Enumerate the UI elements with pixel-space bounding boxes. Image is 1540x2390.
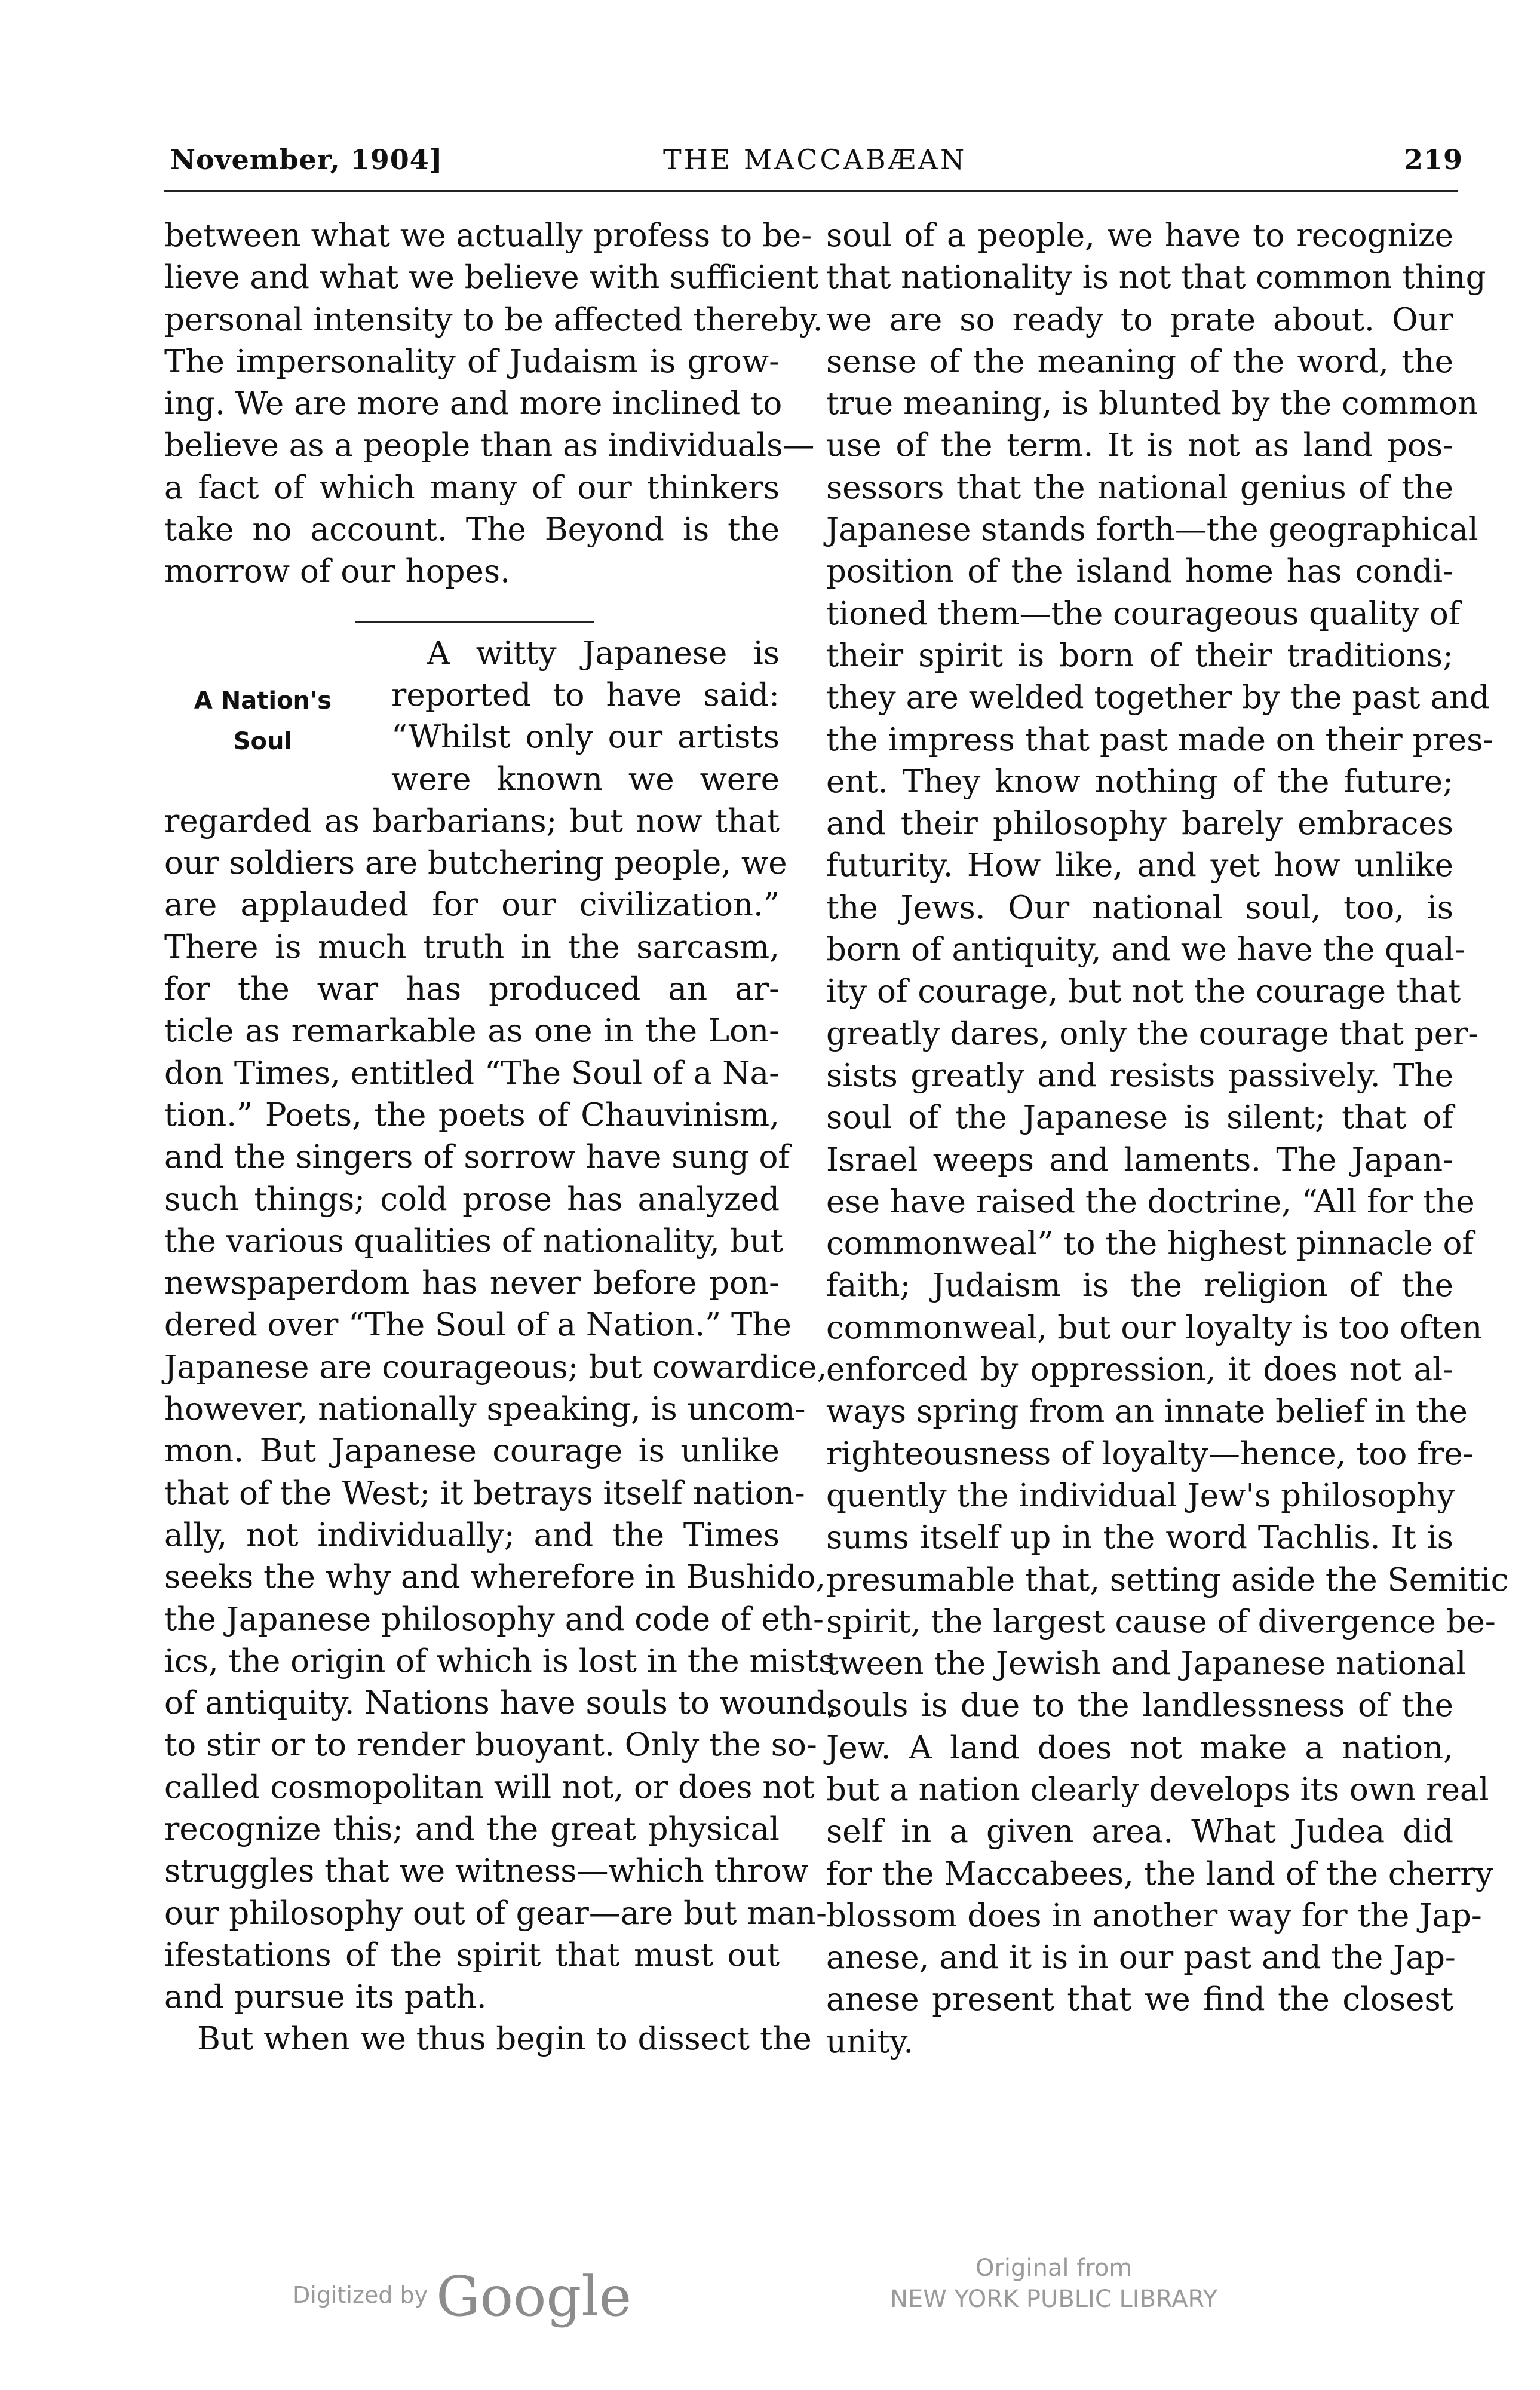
- text-line: such things; cold prose has analyzed: [164, 1181, 780, 1218]
- text-line: reported to have said:: [391, 676, 780, 713]
- text-line: tion.” Poets, the poets of Chauvinism,: [164, 1096, 780, 1133]
- text-line: the impress that past made on their pres-: [826, 721, 1494, 758]
- text-line: morrow of our hopes.: [164, 553, 510, 590]
- text-line: lieve and what we believe with sufficient: [164, 259, 819, 296]
- header-date: November, 1904]: [170, 143, 443, 176]
- section-divider: [355, 621, 594, 623]
- text-line: born of antiquity, and we have the qual-: [826, 932, 1465, 969]
- digitized-watermark: [293, 2265, 631, 2328]
- text-line: A witty Japanese is: [427, 635, 780, 672]
- text-line: tween the Jewish and Japanese national: [826, 1646, 1467, 1683]
- text-line: take no account. The Beyond is the: [164, 511, 780, 549]
- text-line: are applauded for our civilization.”: [164, 887, 780, 924]
- text-line: and their philosophy barely embraces: [826, 805, 1453, 842]
- text-line: ing. We are more and more inclined to: [164, 385, 783, 422]
- text-line: enforced by oppression, it does not al-: [826, 1352, 1453, 1389]
- text-line: however, nationally speaking, is uncom-: [164, 1391, 806, 1428]
- text-line: don Times, entitled “The Soul of a Na-: [164, 1055, 780, 1092]
- text-line: were known we were: [391, 761, 780, 798]
- paragraph-dissect: [164, 2018, 812, 2060]
- text-line: and the singers of sorrow have sung of: [164, 1139, 790, 1176]
- text-line: sums itself up in the word Tachlis. It is: [826, 1519, 1453, 1556]
- sidenote-line: Soul: [233, 727, 293, 755]
- text-line: Israel weeps and laments. The Japan-: [826, 1141, 1453, 1178]
- text-line: The impersonality of Judaism is grow-: [164, 343, 780, 380]
- section-nations-soul: [164, 633, 780, 801]
- library-name: NEW YORK PUBLIC LIBRARY: [890, 2285, 1218, 2313]
- right-column: [826, 215, 1509, 2063]
- text-line: they are welded together by the past and: [826, 679, 1490, 716]
- text-line: that of the West; it betrays itself nation-: [164, 1475, 805, 1512]
- text-line: mon. But Japanese courage is unlike: [164, 1433, 780, 1470]
- text-line: righteousness of loyalty—hence, too fre-: [826, 1435, 1474, 1472]
- text-line: tioned them—the courageous quality of: [826, 595, 1461, 632]
- text-line: that nationality is not that common thing: [826, 259, 1486, 296]
- text-line: futurity. How like, and yet how unlike: [826, 847, 1453, 884]
- text-line: But when we thus begin to dissect the: [197, 2021, 812, 2058]
- text-line: for the Maccabees, the land of the cherry: [826, 1855, 1493, 1892]
- text-line: ally, not individually; and the Times: [164, 1516, 780, 1554]
- text-line: the Jews. Our national soul, too, is: [826, 889, 1453, 926]
- text-line: the Japanese philosophy and code of eth-: [164, 1601, 824, 1638]
- text-line: sists greatly and resists passively. The: [826, 1057, 1453, 1094]
- text-line: their spirit is born of their traditions;: [826, 637, 1453, 674]
- sidenote-line: A Nation's: [194, 687, 332, 715]
- text-line: anese present that we find the closest: [826, 1981, 1453, 2018]
- text-line: for the war has produced an ar-: [164, 971, 780, 1008]
- text-line: There is much truth in the sarcasm,: [164, 929, 780, 966]
- text-line: ent. They know nothing of the future;: [826, 763, 1453, 800]
- text-line: unity.: [826, 2023, 914, 2060]
- text-line: between what we actually profess to be-: [164, 217, 812, 254]
- text-line: commonweal, but our loyalty is too often: [826, 1309, 1483, 1346]
- text-line: commonweal” to the highest pinnacle of: [826, 1225, 1474, 1263]
- sidenote-heading: [164, 681, 361, 762]
- text-line: and pursue its path.: [164, 1979, 487, 2016]
- google-logo: Google: [436, 2265, 632, 2328]
- header-rule: [164, 190, 1458, 192]
- text-line: of antiquity. Nations have souls to wound,: [164, 1685, 838, 1722]
- header-journal-title: THE MACCABÆAN: [663, 143, 967, 176]
- text-line: quently the individual Jew's philosophy: [826, 1477, 1455, 1514]
- text-line: ticle as remarkable as one in the Lon-: [164, 1013, 780, 1050]
- text-line: the various qualities of nationality, but: [164, 1222, 783, 1260]
- text-line: Japanese stands forth—the geographical: [826, 511, 1478, 549]
- text-line: use of the term. It is not as land pos-: [826, 427, 1453, 464]
- text-line: “Whilst only our artists: [391, 719, 780, 756]
- text-line: believe as a people than as individuals—: [164, 427, 815, 464]
- text-line: personal intensity to be affected thereby.: [164, 301, 823, 338]
- text-line: self in a given area. What Judea did: [826, 1813, 1453, 1850]
- text-line: presumable that, setting aside the Semitic: [826, 1561, 1509, 1598]
- text-line: our soldiers are butchering people, we: [164, 845, 787, 882]
- text-line: spirit, the largest cause of divergence be-: [826, 1603, 1496, 1640]
- text-line: Jew. A land does not make a nation,: [826, 1729, 1453, 1766]
- text-line: ics, the origin of which is lost in the mists: [164, 1643, 835, 1680]
- text-line: greatly dares, only the courage that per-: [826, 1015, 1479, 1052]
- text-line: called cosmopolitan will not, or does not: [164, 1769, 815, 1806]
- paragraph-impersonality: [164, 215, 823, 593]
- header-page-number: 219: [1404, 143, 1464, 176]
- text-line: but a nation clearly develops its own real: [826, 1771, 1489, 1808]
- text-line: anese, and it is in our past and the Jap-: [826, 1939, 1456, 1977]
- text-line: faith; Judaism is the religion of the: [826, 1267, 1453, 1304]
- text-line: we are so ready to prate about. Our: [826, 301, 1453, 338]
- digitized-by-label: Digitized by: [293, 2282, 428, 2308]
- library-attribution: [890, 2253, 1217, 2315]
- original-from-label: Original from: [975, 2254, 1133, 2282]
- left-column: [164, 215, 838, 2061]
- text-line: ese have raised the doctrine, “All for the: [826, 1183, 1475, 1220]
- text-line: true meaning, is blunted by the common: [826, 385, 1478, 422]
- text-line: a fact of which many of our thinkers: [164, 469, 780, 506]
- text-line: our philosophy out of gear—are but man-: [164, 1895, 827, 1932]
- text-line: souls is due to the landlessness of the: [826, 1687, 1453, 1724]
- text-line: position of the island home has condi-: [826, 553, 1453, 590]
- paragraph-nations-soul: [164, 801, 838, 2019]
- wrapped-lines: [391, 633, 780, 801]
- text-line: seeks the why and wherefore in Bushido,: [164, 1559, 826, 1596]
- text-line: sense of the meaning of the word, the: [826, 343, 1453, 380]
- text-line: struggles that we witness—which throw: [164, 1853, 809, 1890]
- text-line: dered over “The Soul of a Nation.” The: [164, 1307, 792, 1344]
- text-line: blossom does in another way for the Jap-: [826, 1897, 1482, 1934]
- text-line: newspaperdom has never before pon-: [164, 1265, 780, 1302]
- text-line: ways spring from an innate belief in the: [826, 1393, 1468, 1430]
- text-line: soul of a people, we have to recognize: [826, 217, 1453, 254]
- text-line: ifestations of the spirit that must out: [164, 1936, 780, 1974]
- text-line: recognize this; and the great physical: [164, 1810, 780, 1847]
- text-line: sessors that the national genius of the: [826, 469, 1453, 506]
- text-line: ity of courage, but not the courage that: [826, 973, 1461, 1010]
- text-line: Japanese are courageous; but cowardice,: [164, 1349, 827, 1386]
- text-line: regarded as barbarians; but now that: [164, 802, 780, 839]
- text-line: to stir or to render buoyant. Only the so-: [164, 1727, 817, 1764]
- text-line: soul of the Japanese is silent; that of: [826, 1099, 1453, 1136]
